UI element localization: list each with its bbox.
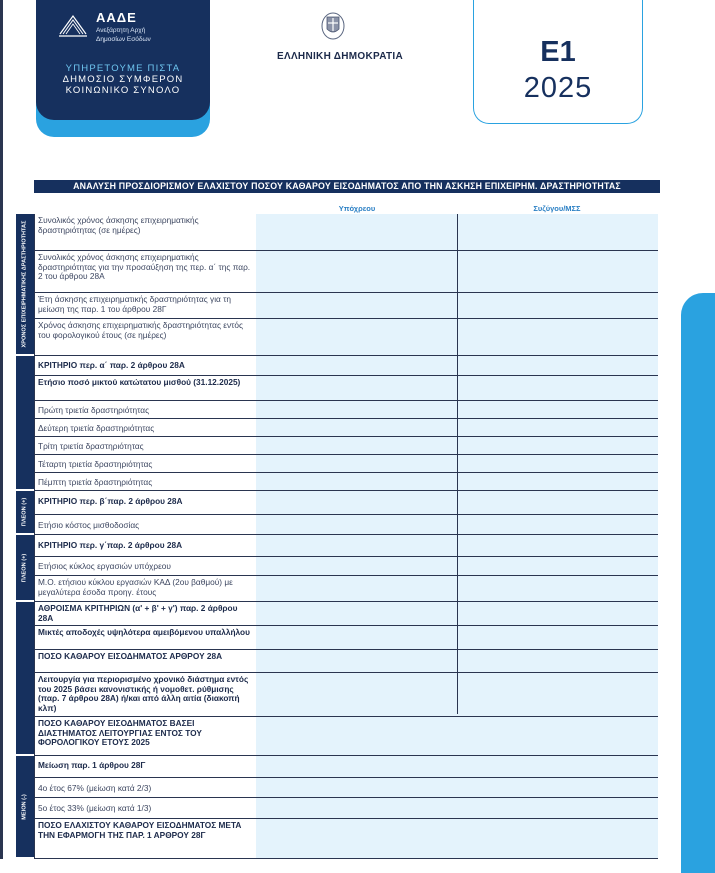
spouse-value-cell[interactable] [456,535,658,556]
table-row [34,673,658,717]
agency-subtitle-line1: Ανεξάρτητη Αρχή [96,27,146,34]
agency-name: ΑΑΔΕ [96,10,137,25]
row-label: Πέμπτη τριετία δραστηριότητας [34,473,256,490]
taxpayer-value-cell[interactable] [256,214,456,250]
taxpayer-value-cell[interactable] [256,356,456,375]
table-row [34,756,658,778]
table-row [34,717,658,756]
table-row [34,819,658,859]
taxpayer-value-cell[interactable] [256,376,456,400]
taxpayer-value-cell[interactable] [256,515,456,534]
spouse-value-cell[interactable] [456,778,658,797]
row-label: Δεύτερη τριετία δραστηριότητας [34,419,256,436]
greek-emblem-icon [320,9,346,42]
taxpayer-value-cell[interactable] [256,819,456,858]
spouse-value-cell[interactable] [456,455,658,472]
taxpayer-value-cell[interactable] [256,401,456,418]
aade-logo-icon [58,12,88,40]
taxpayer-value-cell[interactable] [256,557,456,575]
agency-subtitle-line2: Δημοσίων Εσόδων [96,36,151,43]
group-minus [16,756,34,859]
row-label: ΠΟΣΟ ΚΑΘΑΡΟΥ ΕΙΣΟΔΗΜΑΤΟΣ ΒΑΣΕΙ ΔΙΑΣΤΗΜΑΤΟΣ ΛΕΙΤΟΥΡΓΙΑΣ ΕΝΤΟΣ ΤΟΥ ΦΟΡΟΛΟΓΙΚΟΥ ΕΤΟΥΣ 2025 [34,717,256,755]
taxpayer-value-cell[interactable] [256,717,456,755]
row-label: 4ο έτος 67% (μείωση κατά 2/3) [34,778,256,797]
spouse-value-cell[interactable] [456,293,658,318]
row-label: ΚΡΙΤΗΡΙΟ περ. β΄παρ. 2 άρθρου 28Α [34,491,256,514]
group-label: ΜΕΙΟΝ (-) [21,793,28,820]
row-label: ΚΡΙΤΗΡΙΟ περ. α΄ παρ. 2 άρθρου 28Α [34,356,256,375]
aade-brand-block [36,0,210,137]
table-row [34,557,658,576]
taxpayer-value-cell[interactable] [256,293,456,318]
taxpayer-value-cell[interactable] [256,673,456,716]
spouse-value-cell[interactable] [456,251,658,292]
spouse-value-cell[interactable] [456,214,658,250]
row-label: ΑΘΡΟΙΣΜΑ ΚΡΙΤΗΡΙΩΝ (α' + β' + γ') παρ. 2 άρθρου 28Α [34,602,256,625]
spouse-value-cell[interactable] [456,798,658,818]
section-title: ΑΝΑΛΥΣΗ ΠΡΟΣΔΙΟΡΙΣΜΟΥ ΕΛΑΧΙΣΤΟΥ ΠΟΣΟΥ ΚΑΘΑΡΟΥ ΕΙΣΟΔΗΜΑΤΟΣ ΑΠΟ ΤΗΝ ΑΣΚΗΣΗ ΕΠΙΧΕΙΡΗΜ. ΔΡΑΣΤΗΡΙΟΤΗΤΑΣ [34,180,660,193]
row-label: ΠΟΣΟ ΕΛΑΧΙΣΤΟΥ ΚΑΘΑΡΟΥ ΕΙΣΟΔΗΜΑΤΟΣ ΜΕΤΑ ΤΗΝ ΕΦΑΡΜΟΓΗ ΤΗΣ ΠΑΡ. 1 ΑΡΘΡΟΥ 28Γ [34,819,256,858]
spouse-value-cell[interactable] [456,356,658,375]
row-label: Μείωση παρ. 1 άρθρου 28Γ [34,756,256,777]
spouse-value-cell[interactable] [456,419,658,436]
taxpayer-value-cell[interactable] [256,251,456,292]
taxpayer-value-cell[interactable] [256,535,456,556]
spouse-value-cell[interactable] [456,376,658,400]
spouse-value-cell[interactable] [456,437,658,454]
taxpayer-value-cell[interactable] [256,473,456,490]
spouse-value-cell[interactable] [456,626,658,649]
table-row [34,251,658,293]
table-row [34,535,658,557]
group-spacer [16,356,34,491]
slogan-line2: ΔΗΜΟΣΙΟ ΣΥΜΦΕΡΟΝ [62,74,184,85]
form-year: 2025 [523,72,593,104]
country-name: ΕΛΛΗΝΙΚΗ ΔΗΜΟΚΡΑΤΙΑ [277,51,403,62]
row-label: Τρίτη τριετία δραστηριότητας [34,437,256,454]
table-row [34,473,658,491]
row-label: Μ.Ο. ετήσιου κύκλου εργασιών ΚΑΔ (2ου βαθμού) με μεγαλύτερα έσοδα προηγ. έτους [34,576,256,601]
spouse-value-cell[interactable] [456,576,658,601]
table-row [34,576,658,602]
table-row [34,319,658,356]
row-label: Ετήσιο ποσό μικτού κατώτατου μισθού (31.12.2025) [34,376,256,400]
page-left-border [0,0,3,859]
table-row [34,650,658,673]
table-row [34,376,658,401]
taxpayer-value-cell[interactable] [256,419,456,436]
row-label: Συνολικός χρόνος άσκησης επιχειρηματικής δραστηριότητας για την προσαύξηση της περ. α΄ της παρ. 2 του άρθρου 28Α [34,251,256,292]
row-label: 5ο έτος 33% (μείωση κατά 1/3) [34,798,256,818]
spouse-value-cell[interactable] [456,717,658,755]
row-label: ΚΡΙΤΗΡΙΟ περ. γ΄παρ. 2 άρθρου 28Α [34,535,256,556]
group-label: ΠΛΕΟΝ (+) [21,497,28,527]
group-label: ΧΡΟΝΟΣ ΕΠΙΧΕΙΡΗΜΑΤΙΚΗΣ ΔΡΑΣΤΗΡΙΟΤΗΤΑΣ [21,220,28,348]
side-tab-decoration [681,293,715,873]
table-row [34,515,658,535]
slogan-line3: ΚΟΙΝΩΝΙΚΟ ΣΥΝΟΛΟ [65,85,181,96]
table-row [34,356,658,376]
table-row [34,491,658,515]
form-id-box [473,0,643,124]
row-label: Ετήσιος κύκλος εργασιών υπόχρεου [34,557,256,575]
taxpayer-value-cell[interactable] [256,650,456,672]
table-row [34,798,658,819]
table-row [34,626,658,650]
spouse-value-cell[interactable] [456,557,658,575]
column-header-spouse: Συζύγου/ΜΣΣ [533,204,581,213]
group-label: ΠΛΕΟΝ (+) [21,553,28,582]
row-label: ΠΟΣΟ ΚΑΘΑΡΟΥ ΕΙΣΟΔΗΜΑΤΟΣ ΑΡΘΡΟΥ 28Α [34,650,256,672]
group-spacer [16,602,34,756]
row-label: Λειτουργία για περιορισμένο χρονικό διάστημα εντός του 2025 βάσει κανονιστικής ή νομοθετ. ρύθμισης (παρ. 7 άρθρου 28Α) ή/και από άλλη αιτία (διακοπή κλπ) [34,673,256,716]
taxpayer-value-cell[interactable] [256,319,456,355]
spouse-value-cell[interactable] [456,650,658,672]
table-row [34,602,658,626]
row-label: Ετήσιο κόστος μισθοδοσίας [34,515,256,534]
table-row [34,437,658,455]
spouse-value-cell[interactable] [456,819,658,858]
row-label: Συνολικός χρόνος άσκησης επιχειρηματικής δραστηριότητας (σε ημέρες) [34,214,256,250]
spouse-value-cell[interactable] [456,491,658,514]
taxpayer-value-cell[interactable] [256,576,456,601]
form-code: Ε1 [540,36,576,68]
taxpayer-value-cell[interactable] [256,491,456,514]
taxpayer-value-cell[interactable] [256,602,456,625]
table-row [34,419,658,437]
row-label: Χρόνος άσκησης επιχειρηματικής δραστηριότητας εντός του φορολογικού έτους (σε ημέρες) [34,319,256,355]
group-business-duration [16,214,34,356]
spouse-value-cell[interactable] [456,319,658,355]
taxpayer-value-cell[interactable] [256,437,456,454]
table-row [34,293,658,319]
spouse-value-cell[interactable] [456,401,658,418]
taxpayer-value-cell[interactable] [256,798,456,818]
taxpayer-value-cell[interactable] [256,756,456,777]
brand-panel [36,0,210,120]
spouse-value-cell[interactable] [456,602,658,625]
spouse-value-cell[interactable] [456,515,658,534]
table-row [34,214,658,251]
column-divider [457,214,458,714]
table-row [34,401,658,419]
spouse-value-cell[interactable] [456,673,658,716]
slogan-line1: ΥΠΗΡΕΤΟΥΜΕ ΠΙΣΤΑ [65,63,181,74]
group-plus-c [16,535,34,602]
table-row [34,455,658,473]
row-label: Πρώτη τριετία δραστηριότητας [34,401,256,418]
taxpayer-value-cell[interactable] [256,626,456,649]
column-header-taxpayer: Υπόχρεου [338,204,376,213]
row-label: Μικτές αποδοχές υψηλότερα αμειβόμενου υπαλλήλου [34,626,256,649]
row-label: Έτη άσκησης επιχειρηματικής δραστηριότητας για τη μείωση της παρ. 1 του άρθρου 28Γ [34,293,256,318]
spouse-value-cell[interactable] [456,473,658,490]
table-row [34,778,658,798]
spouse-value-cell[interactable] [456,756,658,777]
row-label: Τέταρτη τριετία δραστηριότητας [34,455,256,472]
taxpayer-value-cell[interactable] [256,455,456,472]
group-plus-b [16,491,34,535]
taxpayer-value-cell[interactable] [256,778,456,797]
